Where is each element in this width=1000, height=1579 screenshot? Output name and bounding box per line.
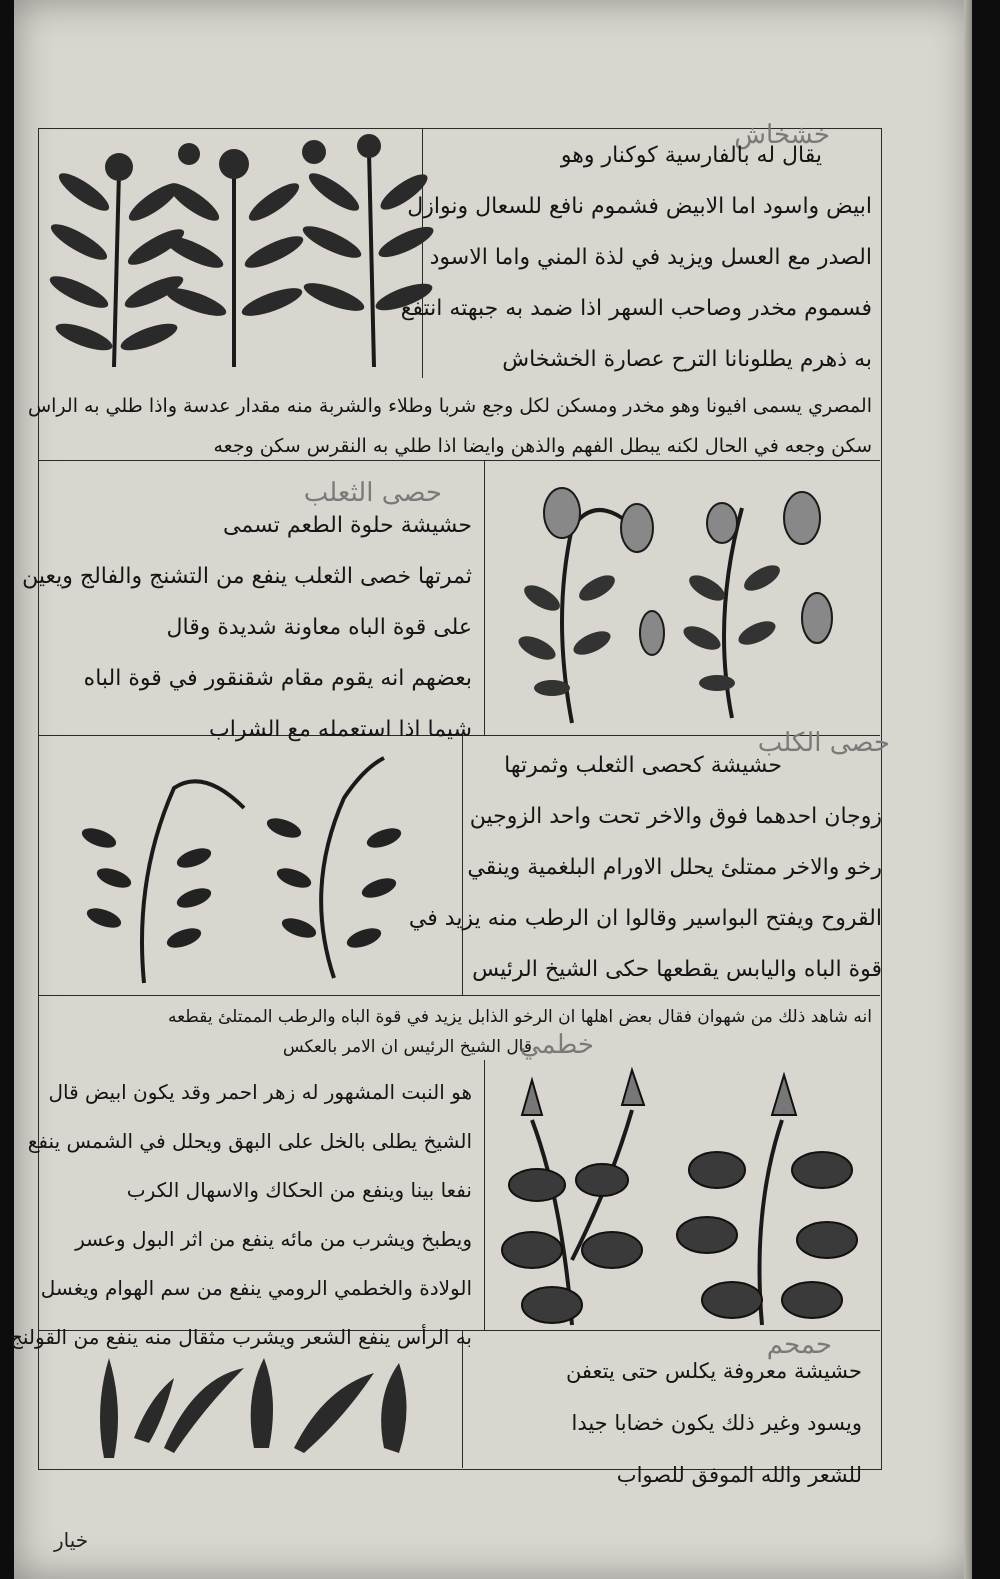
entry-text [9, 1068, 472, 1362]
entry-heading: حصى الكلب [757, 728, 890, 758]
entry-text [452, 1345, 862, 1501]
entry-heading: خطمي [519, 1030, 594, 1060]
rule [38, 995, 880, 996]
folio-note: خيار [54, 1528, 89, 1552]
text-line: رخو والاخر ممتلئ يحلل الاورام البلغمية وينقي [467, 855, 882, 880]
entry-text [22, 551, 472, 755]
rule [422, 128, 423, 378]
text-line: قال الشيخ الرئيس ان الامر بالعكس [282, 1037, 532, 1057]
text-line: يقال له بالفارسية كوكنار وهو [560, 143, 822, 168]
text-line: القروح ويفتح البواسير وقالوا ان الرطب منه يزيد في [408, 906, 882, 931]
text-line: فسموم مخدر وصاحب السهر اذا ضمد به جبهته انتفع [400, 296, 872, 321]
entry-text [27, 386, 872, 466]
text-line: زوجان احدهما فوق والاخر تحت واحد الزوجين [469, 804, 882, 829]
shrub-drawing [44, 748, 454, 988]
text-line: سكن وجعه في الحال لكنه يبطل الفهم والذهن وايضا اذا طلي به النقرس سكن وجعه [213, 435, 872, 457]
text-line: هو النبت المشهور له زهر احمر وقد يكون ابيض قال [48, 1080, 472, 1104]
entry-text [492, 130, 822, 181]
text-line: الصدر مع العسل ويزيد في لذة المني واما الاسود [429, 245, 872, 270]
text-line: المصري يسمى افيونا وهو مخدر ومسكن لكل وجع شربا وطلاء والشربة منه مقدار عدسة واذا طلي به الراس [27, 395, 872, 417]
text-line: ابيض واسود اما الابيض فشموم نافع للسعال ونوازل [407, 194, 872, 219]
text-line: الشيخ يطلى بالخل على البهق ويحلل في الشمس ينفع [27, 1129, 472, 1153]
text-line: بعضهم انه يقوم مقام شقنقور في قوة الباه [83, 666, 472, 691]
entry-heading: حصى الثعلب [303, 478, 442, 508]
text-line: حشيشة حلوة الطعم تسمى [223, 513, 472, 538]
marshmallow-drawing [492, 1060, 872, 1328]
text-line: شيما اذا استعمله مع الشراب [209, 717, 472, 742]
entry-text [132, 1030, 532, 1064]
marshmallow-illustration [492, 1060, 872, 1328]
text-line: ثمرتها خصى الثعلب ينفع من التشنج والفالج ويعين [22, 564, 472, 589]
orchid-illustration [492, 468, 862, 728]
rule [484, 1060, 485, 1330]
text-line: انه شاهد ذلك من شهوان فقال بعض اهلها ان الرخو الذابل يزيد في قوة الباه والرطب الممتلئ يقطعه [167, 1007, 872, 1027]
entry-heading: حمحم [766, 1330, 832, 1360]
poppy-illustration [44, 132, 419, 372]
entry-text [222, 500, 472, 551]
entry-text [504, 740, 782, 791]
entry-heading: خشخاش [734, 120, 830, 150]
entry-text [408, 791, 882, 995]
poppy-drawing [44, 132, 419, 372]
entry-text [42, 1000, 872, 1034]
text-line: حشيشة كحصى الثعلب وثمرتها [504, 753, 782, 778]
text-line: به الرأس ينفع الشعر ويشرب مثقال منه ينفع من القولنج [9, 1325, 472, 1349]
text-line: حشيشة معروفة يكلس حتى يتعفن [565, 1359, 862, 1383]
text-line: الولادة والخطمي الرومي ينفع من سم الهوام ويغسل [40, 1276, 472, 1300]
text-line: قوة الباه واليابس يقطعها حكى الشيخ الرئيس [472, 957, 882, 982]
manuscript-page [9, 0, 972, 1579]
text-line: للشعر والله الموفق للصواب [616, 1463, 862, 1487]
page-spine-edge [964, 0, 972, 1579]
text-line: به ذهرم يطلونانا الترح عصارة الخشخاش [502, 347, 872, 372]
text-line: نفعا بينا وينفع من الحكاك والاسهال الكرب [126, 1178, 472, 1202]
text-line: ويطبخ ويشرب من مائه ينفع من اثر البول وعسر [75, 1227, 472, 1251]
text-line: على قوة الباه معاونة شديدة وقال [166, 615, 472, 640]
entry-text [400, 181, 872, 385]
orchid-drawing [492, 468, 862, 728]
rule [484, 460, 485, 735]
shrub-illustration [44, 748, 454, 988]
text-line: ويسود وغير ذلك يكون خضابا جيدا [571, 1411, 862, 1435]
